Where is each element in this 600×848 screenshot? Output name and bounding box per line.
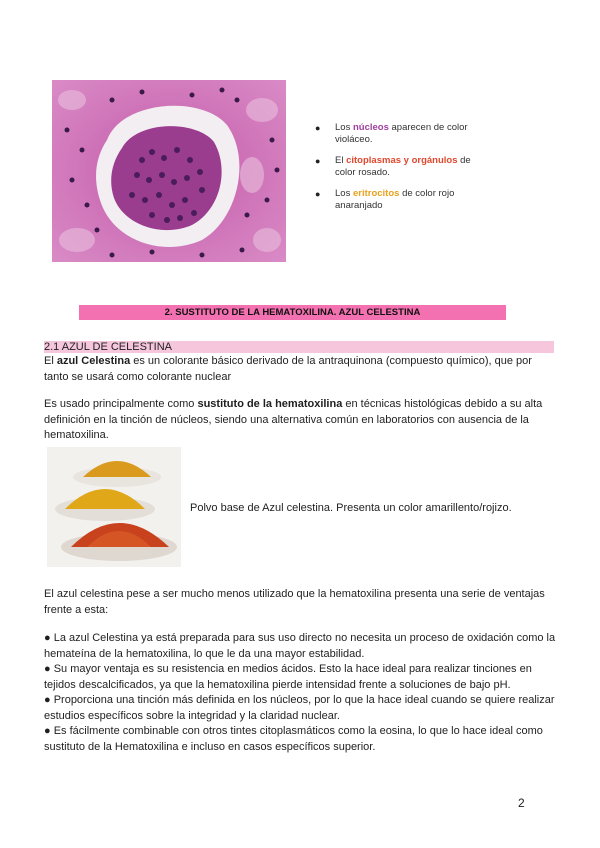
histology-image — [52, 80, 286, 262]
bullet-icon: ● — [315, 156, 321, 166]
histology-drawing — [52, 80, 286, 262]
list-item: ● Su mayor ventaja es su resistencia en medios ácidos. Esto la hace ideal para realizar tinciones en tejidos descalcificados, ya que la hematoxilina pierde intensidad frente a soluciones de bajo pH. — [44, 663, 532, 691]
section-banner: 2. SUSTITUTO DE LA HEMATOXILINA. AZUL CELESTINA — [79, 305, 506, 320]
histology-legend — [315, 122, 475, 221]
advantages-list — [44, 631, 556, 755]
list-item: ● Es fácilmente combinable con otros tintes citoplasmáticos como la eosina, lo que lo hace ideal como sustituto de la Hematoxilina e incluso en casos específicos superior. — [44, 725, 543, 753]
list-item: ● Proporciona una tinción más definida en los núcleos, por lo que la hace ideal cuando se quiere realizar estudios específicos sobre la integridad y la claridad nuclear. — [44, 694, 555, 722]
powder-image — [47, 447, 181, 567]
usage-paragraph: Es usado principalmente como sustituto de la hematoxilina en técnicas histológicas debido a su alta definición en la tinción de núcleos, siendo una alternativa común en laboratorios con ausencia de la hematoxilina. — [44, 398, 543, 441]
legend-item-eritrocitos: ● Los eritrocitos de color rojo anaranjado — [315, 188, 455, 211]
powder-caption: Polvo base de Azul celestina. Presenta un color amarillento/rojizo. — [190, 502, 512, 514]
legend-item-nucleos: ● Los núcleos aparecen de color violáceo. — [315, 122, 468, 145]
list-item: ● La azul Celestina ya está preparada para sus uso directo no necesita un proceso de oxidación como la hemateína de la hematoxilina, lo que le da una mayor estabilidad. — [44, 632, 556, 660]
intro-paragraph: El azul Celestina es un colorante básico derivado de la antraquinona (compuesto químico), que por tanto se usará como colorante nuclear — [44, 355, 532, 383]
subsection-title: 2.1 AZUL DE CELESTINA — [44, 341, 172, 353]
bullet-icon: ● — [315, 189, 321, 199]
advantages-intro: El azul celestina pese a ser mucho menos utilizado que la hematoxilina presenta una serie de ventajas frente a esta: — [44, 588, 545, 616]
bullet-icon: ● — [315, 123, 321, 133]
powder-drawing — [47, 447, 181, 567]
legend-item-citoplasmas: ● El citoplasmas y orgánulos de color rosado. — [315, 155, 471, 178]
page-number: 2 — [518, 796, 525, 810]
